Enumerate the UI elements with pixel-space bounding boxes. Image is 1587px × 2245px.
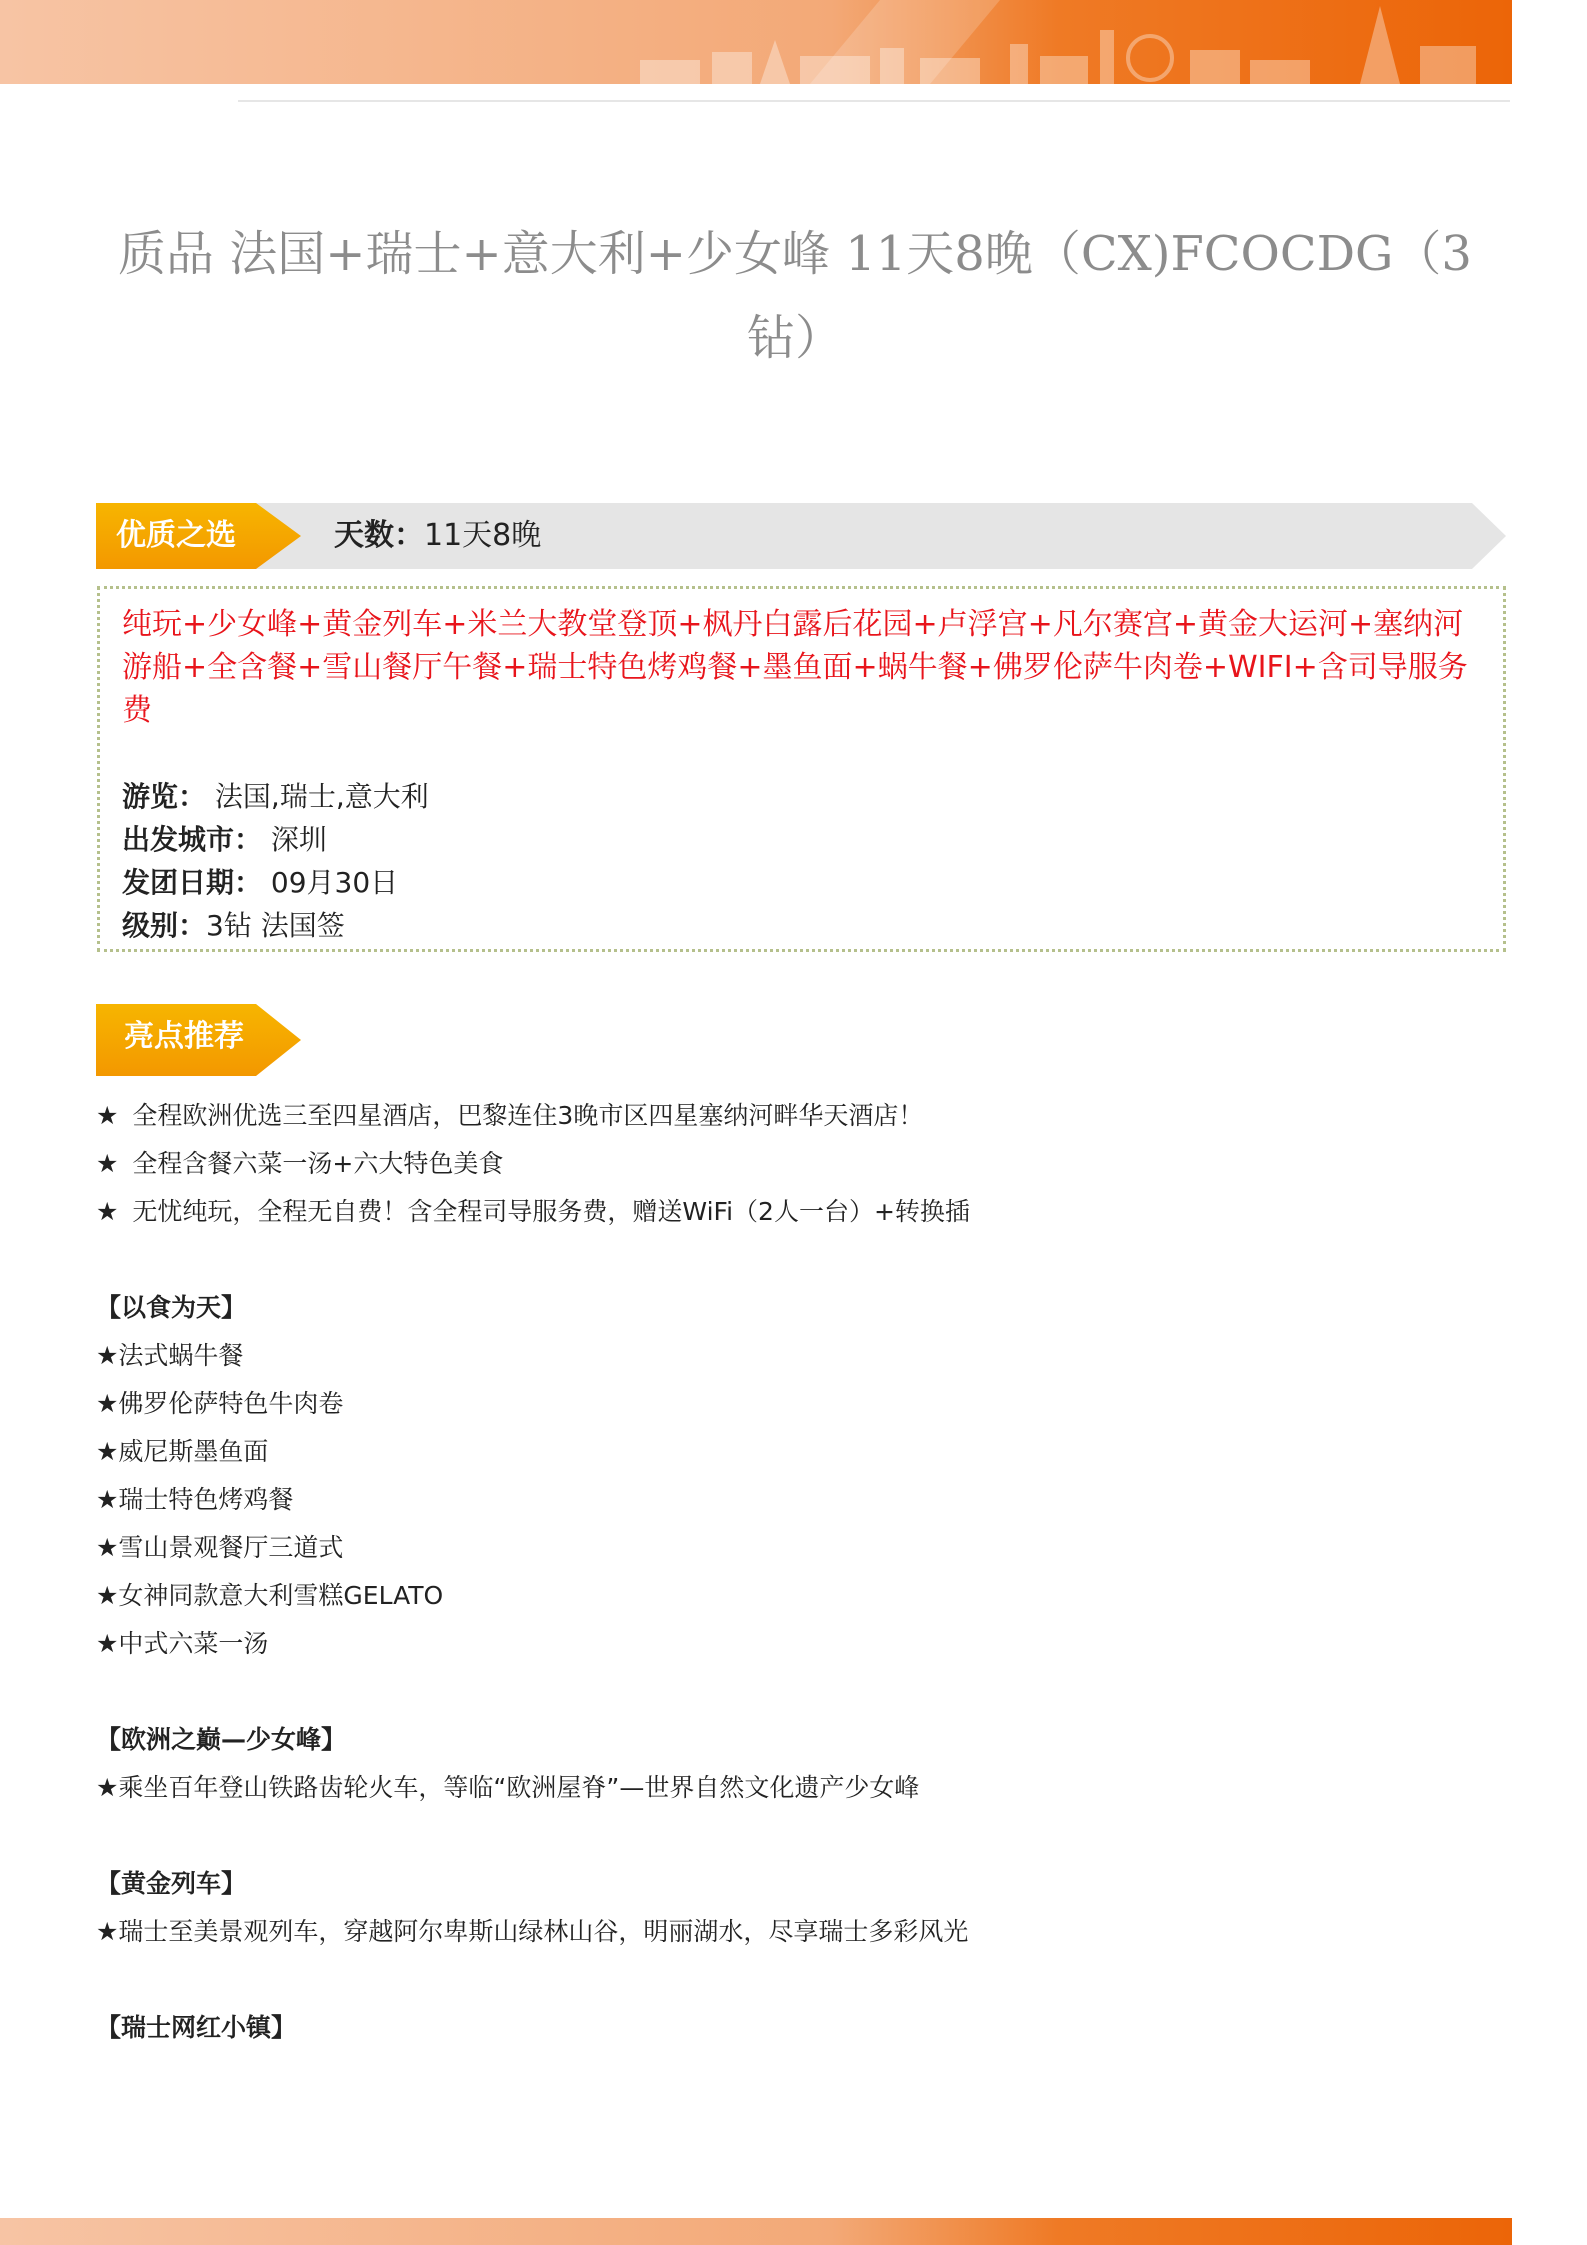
fact-label: 发团日期： [122, 866, 263, 899]
highlights-title: 亮点推荐 [124, 1019, 244, 1054]
fact-row [122, 904, 429, 947]
footer-banner [0, 2218, 1512, 2245]
trip-facts [122, 775, 429, 947]
highlight-item [96, 1188, 970, 1236]
group-jungfrau [96, 1716, 968, 1812]
highlights-tag [96, 1004, 306, 1078]
fact-value: 3钻 法国签 [206, 909, 345, 942]
star-icon: ★ [96, 1101, 119, 1130]
summary-box [97, 586, 1506, 952]
star-icon: ★ [96, 1197, 119, 1226]
fact-value: 09月30日 [270, 866, 399, 899]
page-title: 质品 法国+瑞士+意大利+少女峰 11天8晚（CX)FCOCDG（3钻） [118, 226, 1472, 366]
highlight-text: 全程欧洲优选三至四星酒店，巴黎连住3晚市区四星塞纳河畔华天酒店！ [132, 1101, 924, 1130]
highlight-item [96, 1092, 970, 1140]
fact-label: 级别： [122, 909, 207, 942]
list-item: ★中式六菜一汤 [96, 1629, 269, 1658]
list-item: ★乘坐百年登山铁路齿轮火车，等临“欧洲屋脊”—世界自然文化遗产少女峰 [96, 1773, 920, 1802]
fact-row [122, 775, 429, 818]
list-item: ★威尼斯墨鱼面 [96, 1437, 269, 1466]
fact-row [122, 818, 429, 861]
list-item: ★瑞士至美景观列车，穿越阿尔卑斯山绿林山谷，明丽湖水，尽享瑞士多彩风光 [96, 1917, 969, 1946]
days-label: 天数： [334, 518, 424, 553]
list-item: ★佛罗伦萨特色牛肉卷 [96, 1389, 344, 1418]
info-bar [96, 503, 1506, 577]
feature-groups [96, 1284, 968, 2100]
group-swiss-towns [96, 2004, 968, 2052]
highlight-item [96, 1140, 970, 1188]
choice-tag: 优质之选 [116, 518, 236, 553]
highlights-list [96, 1092, 970, 1236]
fact-value: 法国,瑞士,意大利 [214, 780, 429, 813]
star-icon: ★ [96, 1149, 119, 1178]
group-title: 【黄金列车】 [96, 1869, 247, 1898]
group-title: 【瑞士网红小镇】 [96, 2013, 297, 2042]
highlight-text: 全程含餐六菜一汤+六大特色美食 [132, 1149, 504, 1178]
fact-row [122, 861, 429, 904]
highlight-text: 无忧纯玩，全程无自费！含全程司导服务费，赠送WiFi（2人一台）+转换插 [132, 1197, 970, 1226]
info-bar-background [96, 503, 1506, 577]
list-item: ★雪山景观餐厅三道式 [96, 1533, 344, 1562]
fact-label: 出发城市： [122, 823, 263, 856]
list-item: ★女神同款意大利雪糕GELATO [96, 1581, 444, 1610]
list-item: ★法式蜗牛餐 [96, 1341, 244, 1370]
days-info [334, 503, 541, 569]
group-title: 【欧洲之巅—少女峰】 [96, 1725, 347, 1754]
group-title: 【以食为天】 [96, 1293, 247, 1322]
group-food [96, 1284, 968, 1668]
header-divider [238, 100, 1510, 102]
fact-label: 游览： [122, 780, 207, 813]
fact-value: 深圳 [270, 823, 327, 856]
group-golden-train [96, 1860, 968, 1956]
feature-list: 纯玩+少女峰+黄金列车+米兰大教堂登顶+枫丹白露后花园+卢浮宫+凡尔赛宫+黄金大运河+塞纳河游船+全含餐+雪山餐厅午餐+瑞士特色烤鸡餐+墨鱼面+蜗牛餐+佛罗伦萨牛肉卷+WIFI+含司导服务费 [122, 607, 1468, 728]
list-item: ★瑞士特色烤鸡餐 [96, 1485, 294, 1514]
days-value: 11天8晚 [424, 518, 542, 553]
header-banner [0, 0, 1512, 84]
